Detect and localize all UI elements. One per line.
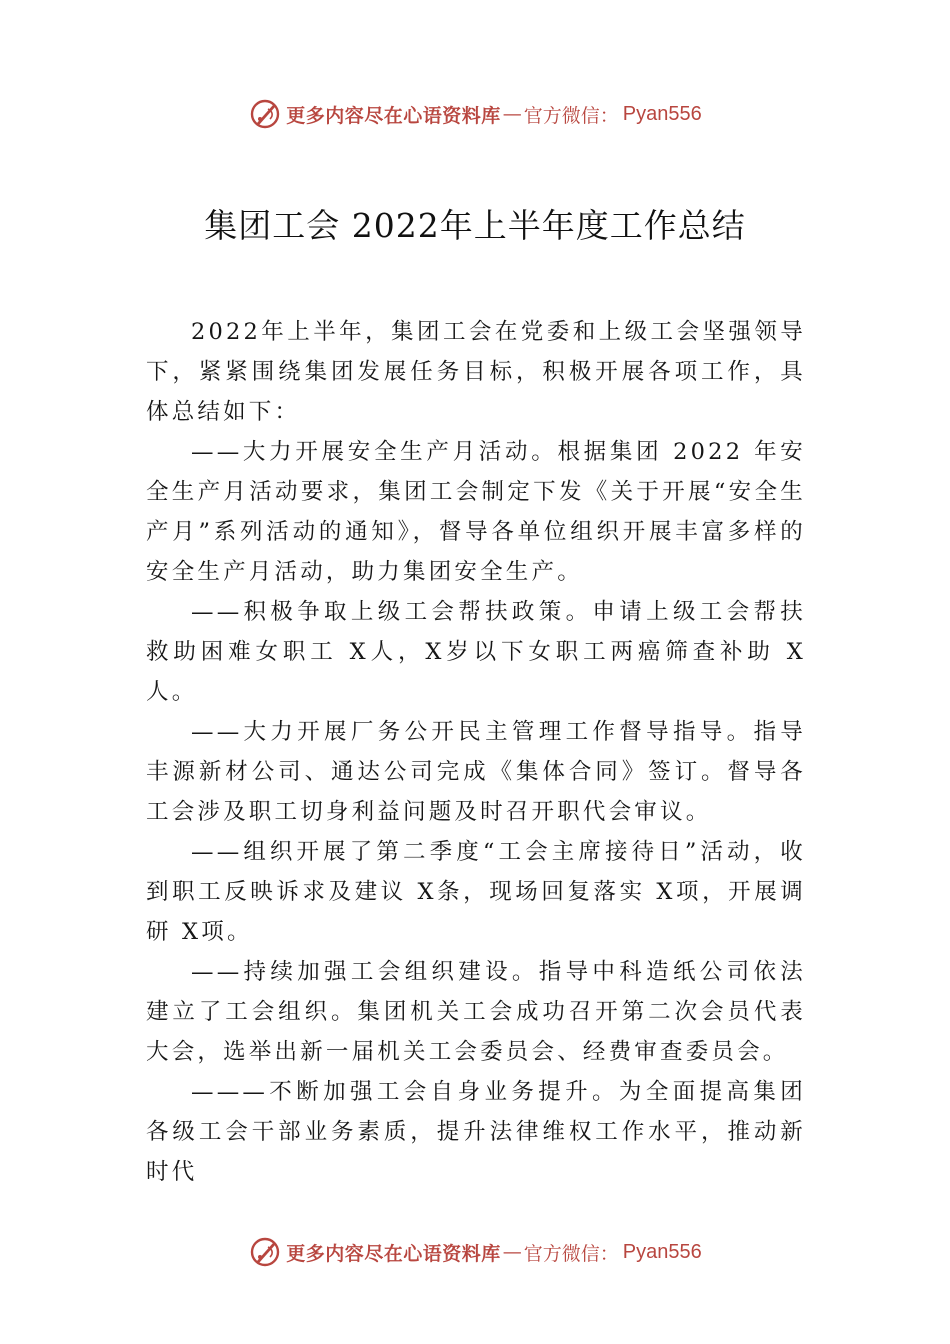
paragraph-safety-month: ——大力开展安全生产月活动。根据集团 2022 年安全生产月活动要求，集团工会制定下发《关于开展“安全生产月”系列活动的通知》，督导各单位组织开展丰富多样的安全生产月活动，助力集团安全生产。 <box>146 439 806 585</box>
document-title: 集团工会 2022年上半年度工作总结 <box>204 206 746 245</box>
document-body <box>146 312 806 1192</box>
banner-text: 更多内容尽在心语资料库 <box>286 1242 501 1265</box>
paragraph-assistance-policy: ——积极争取上级工会帮扶政策。申请上级工会帮扶救助困难女职工 X人，X岁以下女职工两癌筛查补助 X人。 <box>146 599 806 705</box>
banner-wechat-id: Pyan556 <box>622 102 702 125</box>
banner-wechat-id: Pyan556 <box>622 1240 702 1263</box>
paragraph-democratic-management: ——大力开展厂务公开民主管理工作督导指导。指导丰源新材公司、通达公司完成《集体合同》签订。督导各工会涉及职工切身利益问题及时召开职代会审议。 <box>146 719 806 825</box>
paragraph-organization-building: ——持续加强工会组织建设。指导中科造纸公司依法建立了工会组织。集团机关工会成功召开第二次会员代表大会，选举出新一届机关工会委员会、经费审查委员会。 <box>146 959 806 1065</box>
quill-pen-seal-icon <box>248 1235 282 1269</box>
quill-pen-seal-icon <box>248 97 282 131</box>
banner-separator: — <box>502 1241 522 1263</box>
header-banner <box>0 94 950 134</box>
paragraph-intro: 2022年上半年，集团工会在党委和上级工会坚强领导下，紧紧围绕集团发展任务目标，积极开展各项工作，具体总结如下： <box>146 319 806 425</box>
banner-wechat-label: 官方微信： <box>523 104 619 127</box>
paragraph-self-improvement: ———不断加强工会自身业务提升。为全面提高集团各级工会干部业务素质，提升法律维权工作水平，推动新时代 <box>146 1079 806 1185</box>
banner-separator: — <box>502 103 522 125</box>
banner-text: 更多内容尽在心语资料库 <box>286 104 501 127</box>
banner-wechat-label: 官方微信： <box>523 1242 619 1265</box>
footer-banner <box>0 1232 950 1272</box>
paragraph-reception-day: ——组织开展了第二季度“工会主席接待日”活动，收到职工反映诉求及建议 X条，现场回复落实 X项，开展调研 X项。 <box>146 839 806 945</box>
